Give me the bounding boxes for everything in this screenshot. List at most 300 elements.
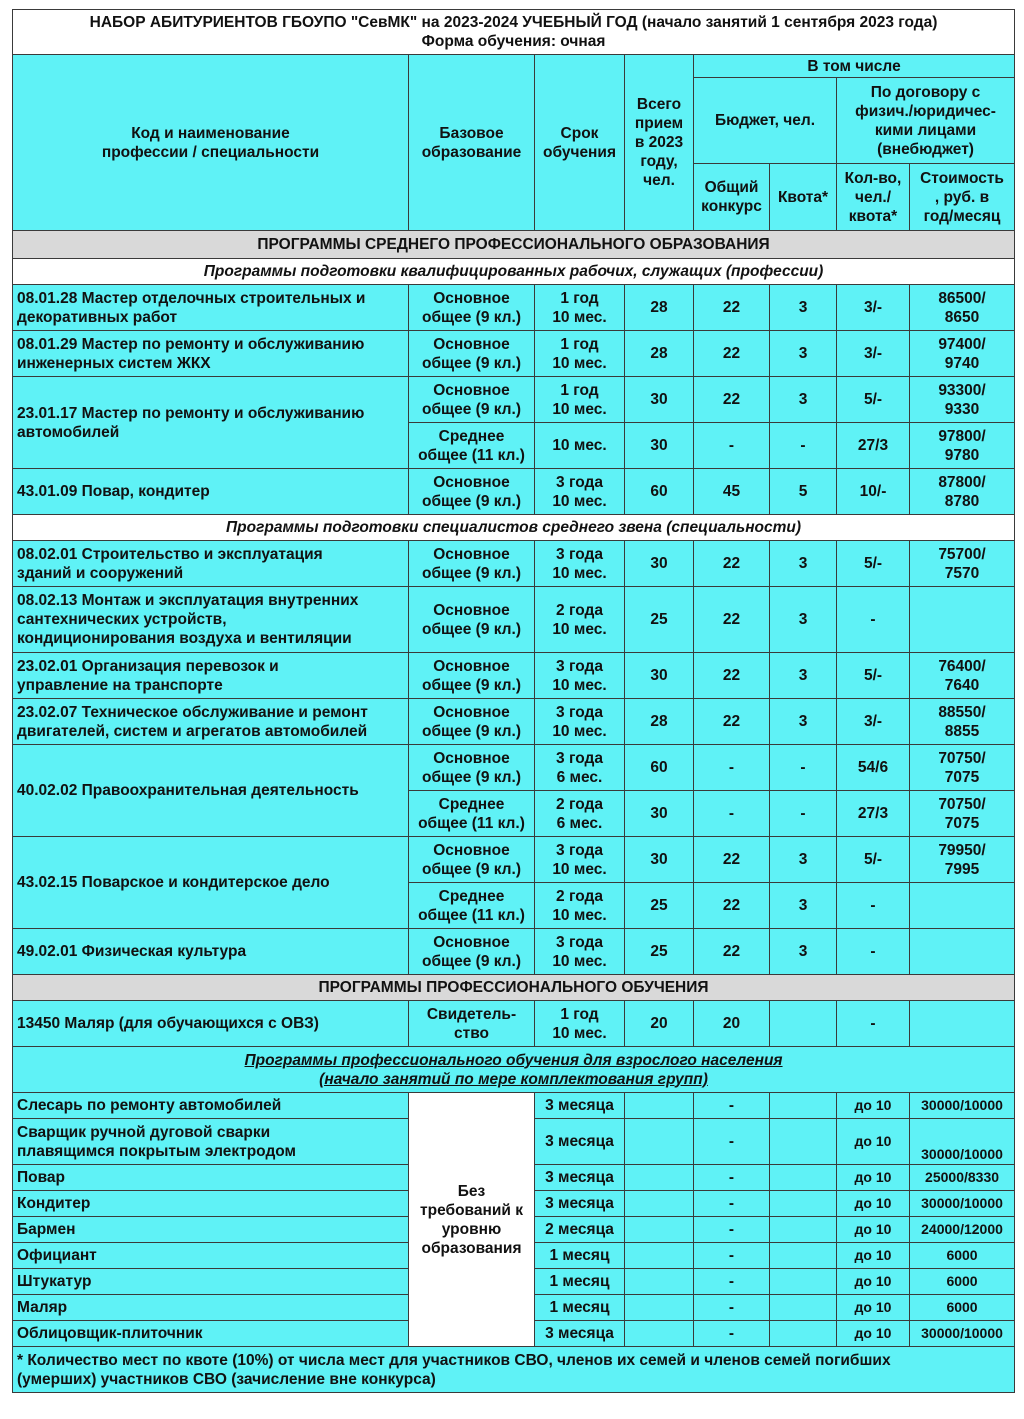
title-line-2: Форма обучения: очная	[421, 33, 606, 50]
base-education-line: общее (9 кл.)	[421, 620, 522, 638]
base-education-cell	[409, 699, 535, 745]
total-cell: 30	[625, 653, 694, 699]
cost-cell	[910, 587, 1015, 653]
general-competition-cell: 22	[694, 587, 770, 653]
profession-cell: Бармен	[13, 1217, 409, 1243]
base-education-line: Основное	[433, 703, 510, 721]
table-row	[13, 1093, 1015, 1119]
quota-cell: 3	[770, 653, 837, 699]
profession-cell: Штукатур	[13, 1269, 409, 1295]
cost-line: 9330	[944, 400, 980, 418]
base-education-line: Основное	[433, 335, 510, 353]
cost-line: 8650	[944, 308, 980, 326]
general-competition-cell: 22	[694, 377, 770, 423]
section-heading-spo: ПРОГРАММЫ СРЕДНЕГО ПРОФЕССИОНАЛЬНОГО ОБРАЗОВАНИЯ	[13, 231, 1015, 259]
contract-count-cell: -	[837, 1001, 910, 1047]
subsection-heading-qualified: Программы подготовки квалифицированных рабочих, служащих (профессии)	[13, 259, 1015, 285]
specialty-name-line: управление на транспорте	[17, 676, 223, 694]
term-line: 10 мес.	[552, 400, 607, 418]
table-row	[13, 837, 1015, 883]
total-cell: 25	[625, 883, 694, 929]
base-education-line: общее (9 кл.)	[421, 676, 522, 694]
table-row	[13, 587, 1015, 653]
contract-count-cell: 3/-	[837, 699, 910, 745]
header-contract-line-2: физич./юридичес-	[855, 102, 996, 120]
contract-count-cell: 27/3	[837, 791, 910, 837]
term-cell	[535, 929, 625, 975]
quota-cell	[770, 1191, 837, 1217]
base-education-cell	[409, 1001, 535, 1047]
adult-heading-line-1: Программы профессионального обучения для взрослого населения	[244, 1051, 783, 1069]
header-contract-line-3: кими лицами	[874, 121, 977, 139]
general-competition-cell: 22	[694, 837, 770, 883]
cost-cell	[910, 423, 1015, 469]
general-competition-cell: -	[694, 1217, 770, 1243]
specialty-name-line: 08.01.28 Мастер отделочных строительных и	[17, 289, 366, 307]
header-budget: Бюджет, чел.	[694, 78, 837, 164]
subsection-heading-adult	[13, 1047, 1015, 1093]
base-education-line: общее (9 кл.)	[421, 400, 522, 418]
header-cost-line-3: год/месяц	[923, 207, 1001, 225]
contract-count-cell: 5/-	[837, 541, 910, 587]
term-cell	[535, 541, 625, 587]
term-cell: 10 мес.	[535, 423, 625, 469]
contract-count-cell: -	[837, 587, 910, 653]
total-cell: 25	[625, 929, 694, 975]
term-line: 6 мес.	[556, 814, 603, 832]
base-education-line: Основное	[433, 841, 510, 859]
cost-cell: 25000/8330	[910, 1165, 1015, 1191]
total-cell	[625, 1191, 694, 1217]
term-line: 10 мес.	[552, 308, 607, 326]
base-education-cell	[409, 745, 535, 791]
cost-cell	[910, 541, 1015, 587]
base-education-line: Основное	[433, 933, 510, 951]
header-general-line-1: Общий	[704, 179, 759, 196]
specialty-cell: 13450 Маляр (для обучающихся с ОВЗ)	[13, 1001, 409, 1047]
contract-count-cell: до 10	[837, 1295, 910, 1321]
section-heading-vocational: ПРОГРАММЫ ПРОФЕССИОНАЛЬНОГО ОБУЧЕНИЯ	[13, 975, 1015, 1001]
cost-line: 7075	[944, 768, 980, 786]
term-cell	[535, 883, 625, 929]
total-cell: 28	[625, 699, 694, 745]
base-education-line: ство	[453, 1024, 489, 1042]
header-contract-line-1: По договору с	[870, 83, 981, 101]
total-cell	[625, 1093, 694, 1119]
specialty-cell	[13, 377, 409, 469]
term-cell	[535, 653, 625, 699]
header-total	[625, 55, 694, 231]
term-cell: 3 месяца	[535, 1191, 625, 1217]
adult-base-line: Без	[457, 1182, 486, 1200]
term-line: 1 год	[560, 289, 599, 307]
total-cell	[625, 1165, 694, 1191]
specialty-cell: 49.02.01 Физическая культура	[13, 929, 409, 975]
quota-cell: 3	[770, 699, 837, 745]
specialty-cell: 43.02.15 Поварское и кондитерское дело	[13, 837, 409, 929]
term-line: 10 мес.	[552, 1024, 607, 1042]
header-base-line-1: Базовое	[439, 124, 504, 142]
cost-line: 86500/	[938, 289, 986, 307]
header-cost-line-1: Стоимость	[920, 169, 1004, 187]
base-education-line: общее (9 кл.)	[421, 354, 522, 372]
specialty-name-line: двигателей, систем и агрегатов автомобилей	[17, 722, 368, 740]
contract-count-cell: 3/-	[837, 285, 910, 331]
quota-cell	[770, 1217, 837, 1243]
cost-line: 8855	[944, 722, 980, 740]
cost-line: 87800/	[938, 473, 986, 491]
quota-cell: 3	[770, 929, 837, 975]
specialty-cell	[13, 541, 409, 587]
quota-cell	[770, 1321, 837, 1347]
quota-cell: -	[770, 791, 837, 837]
total-cell	[625, 1119, 694, 1165]
cost-line: 8780	[944, 492, 980, 510]
contract-count-cell: до 10	[837, 1269, 910, 1295]
base-education-line: Среднее	[438, 887, 505, 905]
term-line: 2 года	[556, 601, 603, 619]
header-count-line-1: Кол-во,	[844, 169, 902, 187]
quota-cell	[770, 1243, 837, 1269]
header-term	[535, 55, 625, 231]
cost-cell: 6000	[910, 1269, 1015, 1295]
contract-count-cell: 5/-	[837, 377, 910, 423]
header-base-education	[409, 55, 535, 231]
specialty-cell	[13, 699, 409, 745]
quota-cell	[770, 1295, 837, 1321]
general-competition-cell: 20	[694, 1001, 770, 1047]
base-education-line: Основное	[433, 545, 510, 563]
adult-base-line: требований к	[420, 1201, 523, 1219]
term-cell	[535, 1001, 625, 1047]
header-base-line-2: образование	[421, 143, 522, 161]
term-cell: 3 месяца	[535, 1321, 625, 1347]
admission-table	[12, 9, 1015, 1393]
total-cell: 60	[625, 469, 694, 515]
term-cell: 1 месяц	[535, 1243, 625, 1269]
quota-cell: -	[770, 745, 837, 791]
table-row	[13, 331, 1015, 377]
page-title	[13, 10, 1015, 55]
term-line: 6 мес.	[556, 768, 603, 786]
profession-cell: Кондитер	[13, 1191, 409, 1217]
profession-name-line: плавящимся покрытым электродом	[17, 1142, 297, 1160]
term-line: 3 года	[556, 841, 603, 859]
total-cell	[625, 1321, 694, 1347]
term-cell: 1 месяц	[535, 1269, 625, 1295]
base-education-line: Основное	[433, 473, 510, 491]
cost-line: 97400/	[938, 335, 986, 353]
contract-count-cell: до 10	[837, 1093, 910, 1119]
specialty-cell	[13, 285, 409, 331]
cost-cell	[910, 745, 1015, 791]
base-education-line: Основное	[433, 289, 510, 307]
specialty-name-line: 08.01.29 Мастер по ремонту и обслуживанию	[17, 335, 365, 353]
general-competition-cell: 22	[694, 929, 770, 975]
term-line: 2 года	[556, 795, 603, 813]
header-specialty-line-1: Код и наименование	[131, 124, 290, 142]
contract-count-cell: до 10	[837, 1243, 910, 1269]
quota-cell: 3	[770, 837, 837, 883]
general-competition-cell: -	[694, 1269, 770, 1295]
total-cell: 30	[625, 791, 694, 837]
contract-count-cell: до 10	[837, 1191, 910, 1217]
header-count-line-2: чел./	[854, 188, 892, 206]
term-line: 10 мес.	[552, 906, 607, 924]
cost-line: 97800/	[938, 427, 986, 445]
term-line: 3 года	[556, 473, 603, 491]
quota-cell: 3	[770, 331, 837, 377]
header-count-line-3: квота*	[848, 207, 898, 225]
cost-line: 93300/	[938, 381, 986, 399]
header-term-line-1: Срок	[560, 124, 599, 142]
term-cell	[535, 469, 625, 515]
cost-cell	[910, 883, 1015, 929]
base-education-line: Среднее	[438, 427, 505, 445]
cost-line: 9740	[944, 354, 980, 372]
base-education-cell	[409, 587, 535, 653]
base-education-line: Основное	[433, 601, 510, 619]
specialty-cell	[13, 331, 409, 377]
specialty-cell: 40.02.02 Правоохранительная деятельность	[13, 745, 409, 837]
term-cell	[535, 331, 625, 377]
total-cell: 30	[625, 837, 694, 883]
base-education-cell	[409, 653, 535, 699]
term-cell: 1 месяц	[535, 1295, 625, 1321]
cost-line: 7570	[944, 564, 980, 582]
base-education-line: общее (9 кл.)	[421, 722, 522, 740]
contract-count-cell: 54/6	[837, 745, 910, 791]
adult-base-education-cell	[409, 1093, 535, 1347]
base-education-line: общее (11 кл.)	[418, 446, 525, 464]
specialty-cell: 43.01.09 Повар, кондитер	[13, 469, 409, 515]
profession-name-line: Сварщик ручной дуговой сварки	[17, 1123, 271, 1141]
quota-cell: 3	[770, 587, 837, 653]
footnote-line-1: * Количество мест по квоте (10%) от числа мест для участников СВО, членов их семей и членов семей погибших	[17, 1351, 891, 1369]
term-line: 2 года	[556, 887, 603, 905]
term-cell: 3 месяца	[535, 1165, 625, 1191]
total-cell	[625, 1243, 694, 1269]
specialty-name-line: 23.01.17 Мастер по ремонту и обслуживанию	[17, 404, 365, 422]
header-quota: Квота*	[770, 164, 837, 231]
specialty-name-line: инженерных систем ЖКХ	[17, 354, 211, 372]
base-education-line: общее (9 кл.)	[421, 308, 522, 326]
quota-cell	[770, 1119, 837, 1165]
quota-cell: 3	[770, 541, 837, 587]
base-education-cell	[409, 285, 535, 331]
total-cell	[625, 1269, 694, 1295]
contract-count-cell: 27/3	[837, 423, 910, 469]
table-row	[13, 469, 1015, 515]
base-education-line: Среднее	[438, 795, 505, 813]
total-cell: 60	[625, 745, 694, 791]
table-row	[13, 699, 1015, 745]
base-education-line: общее (9 кл.)	[421, 952, 522, 970]
cost-cell: 6000	[910, 1295, 1015, 1321]
base-education-cell	[409, 469, 535, 515]
profession-cell: Маляр	[13, 1295, 409, 1321]
cost-line: 9780	[944, 446, 980, 464]
table-row	[13, 377, 1015, 423]
general-competition-cell: 22	[694, 541, 770, 587]
term-line: 1 год	[560, 381, 599, 399]
term-line: 1 год	[560, 335, 599, 353]
base-education-line: Свидетель-	[426, 1005, 517, 1023]
general-competition-cell: 45	[694, 469, 770, 515]
general-competition-cell: 22	[694, 699, 770, 745]
table-row	[13, 1001, 1015, 1047]
base-education-line: общее (9 кл.)	[421, 492, 522, 510]
term-line: 10 мес.	[552, 722, 607, 740]
specialty-name-line: 08.02.01 Строительство и эксплуатация	[17, 545, 323, 563]
term-cell	[535, 837, 625, 883]
specialty-name-line: зданий и сооружений	[17, 564, 184, 582]
term-line: 3 года	[556, 703, 603, 721]
header-count	[837, 164, 910, 231]
profession-cell: Слесарь по ремонту автомобилей	[13, 1093, 409, 1119]
base-education-line: Основное	[433, 749, 510, 767]
contract-count-cell: до 10	[837, 1217, 910, 1243]
base-education-line: общее (9 кл.)	[421, 768, 522, 786]
subsection-heading-middle: Программы подготовки специалистов среднего звена (специальности)	[13, 515, 1015, 541]
base-education-line: общее (11 кл.)	[418, 906, 525, 924]
header-total-line-3: в 2023	[634, 134, 684, 151]
cost-line: 7075	[944, 814, 980, 832]
total-cell: 30	[625, 423, 694, 469]
total-cell: 28	[625, 331, 694, 377]
term-line: 3 года	[556, 657, 603, 675]
contract-count-cell: 5/-	[837, 837, 910, 883]
header-contract-line-4: (внебюджет)	[877, 140, 974, 158]
base-education-cell	[409, 791, 535, 837]
term-cell: 3 месяца	[535, 1093, 625, 1119]
specialty-name-line: автомобилей	[17, 423, 120, 441]
cost-cell: 30000/10000	[910, 1191, 1015, 1217]
table-row	[13, 285, 1015, 331]
cost-line: 75700/	[938, 545, 986, 563]
general-competition-cell: -	[694, 745, 770, 791]
term-cell: 3 месяца	[535, 1119, 625, 1165]
term-cell: 2 месяца	[535, 1217, 625, 1243]
profession-cell: Официант	[13, 1243, 409, 1269]
term-line: 3 года	[556, 933, 603, 951]
cost-line: 79950/	[938, 841, 986, 859]
total-cell: 20	[625, 1001, 694, 1047]
total-cell: 28	[625, 285, 694, 331]
base-education-line: Основное	[433, 657, 510, 675]
base-education-cell	[409, 541, 535, 587]
cost-cell	[910, 331, 1015, 377]
quota-footnote	[13, 1347, 1015, 1393]
term-line: 3 года	[556, 749, 603, 767]
contract-count-cell: -	[837, 929, 910, 975]
quota-cell	[770, 1093, 837, 1119]
profession-cell	[13, 1119, 409, 1165]
cost-cell	[910, 285, 1015, 331]
base-education-line: общее (9 кл.)	[421, 860, 522, 878]
term-cell	[535, 791, 625, 837]
quota-cell: 3	[770, 377, 837, 423]
term-cell	[535, 699, 625, 745]
term-line: 3 года	[556, 545, 603, 563]
header-total-line-4: году,	[640, 153, 678, 170]
header-specialty-line-2: профессии / специальности	[101, 143, 320, 161]
header-total-line-1: Всего	[636, 96, 682, 113]
term-cell	[535, 377, 625, 423]
cost-cell	[910, 699, 1015, 745]
footnote-line-2: (умерших) участников СВО (зачисление вне конкурса)	[17, 1370, 436, 1388]
general-competition-cell: 22	[694, 285, 770, 331]
cost-line: 76400/	[938, 657, 986, 675]
base-education-line: Основное	[433, 381, 510, 399]
general-competition-cell: -	[694, 791, 770, 837]
cost-line: 70750/	[938, 749, 986, 767]
header-general-competition	[694, 164, 770, 231]
table-row	[13, 541, 1015, 587]
general-competition-cell: -	[694, 1165, 770, 1191]
cost-cell: 30000/10000	[910, 1119, 1015, 1165]
specialty-name-line: кондиционирования воздуха и вентиляции	[17, 630, 352, 647]
quota-cell	[770, 1001, 837, 1047]
specialty-name-line: сантехнических устройств,	[17, 611, 227, 628]
general-competition-cell: -	[694, 1243, 770, 1269]
profession-cell: Облицовщик-плиточник	[13, 1321, 409, 1347]
quota-cell	[770, 1165, 837, 1191]
header-general-line-2: конкурс	[701, 198, 762, 215]
general-competition-cell: -	[694, 1119, 770, 1165]
cost-cell	[910, 1001, 1015, 1047]
quota-cell	[770, 1269, 837, 1295]
cost-cell	[910, 469, 1015, 515]
profession-cell: Повар	[13, 1165, 409, 1191]
contract-count-cell: до 10	[837, 1321, 910, 1347]
quota-cell: -	[770, 423, 837, 469]
term-cell	[535, 745, 625, 791]
adult-heading-line-2: (начало занятий по мере комплектования групп)	[319, 1070, 708, 1088]
title-line-1: НАБОР АБИТУРИЕНТОВ ГБОУПО "СевМК" на 2023-2024 УЧЕБНЫЙ ГОД (начало занятий 1 сентября 2023 года)	[89, 14, 938, 31]
total-cell: 30	[625, 377, 694, 423]
quota-cell: 5	[770, 469, 837, 515]
quota-cell: 3	[770, 285, 837, 331]
base-education-cell	[409, 929, 535, 975]
specialty-name-line: 08.02.13 Монтаж и эксплуатация внутренних	[17, 592, 359, 609]
term-line: 10 мес.	[552, 860, 607, 878]
cost-cell	[910, 791, 1015, 837]
header-cost	[910, 164, 1015, 231]
general-competition-cell: -	[694, 1093, 770, 1119]
specialty-cell	[13, 653, 409, 699]
contract-count-cell: до 10	[837, 1119, 910, 1165]
specialty-cell	[13, 587, 409, 653]
cost-line: 70750/	[938, 795, 986, 813]
term-cell	[535, 587, 625, 653]
cost-cell: 6000	[910, 1243, 1015, 1269]
term-line: 10 мес.	[552, 492, 607, 510]
adult-base-line: уровню	[441, 1220, 502, 1238]
contract-count-cell: 10/-	[837, 469, 910, 515]
cost-line: 7640	[944, 676, 980, 694]
term-line: 10 мес.	[552, 676, 607, 694]
base-education-cell	[409, 883, 535, 929]
total-cell	[625, 1295, 694, 1321]
table-row	[13, 929, 1015, 975]
general-competition-cell: -	[694, 1295, 770, 1321]
table-row	[13, 653, 1015, 699]
specialty-name-line: 23.02.01 Организация перевозок и	[17, 657, 279, 675]
base-education-cell	[409, 377, 535, 423]
header-cost-line-2: , руб. в	[934, 188, 990, 206]
cost-line: 7995	[944, 860, 980, 878]
